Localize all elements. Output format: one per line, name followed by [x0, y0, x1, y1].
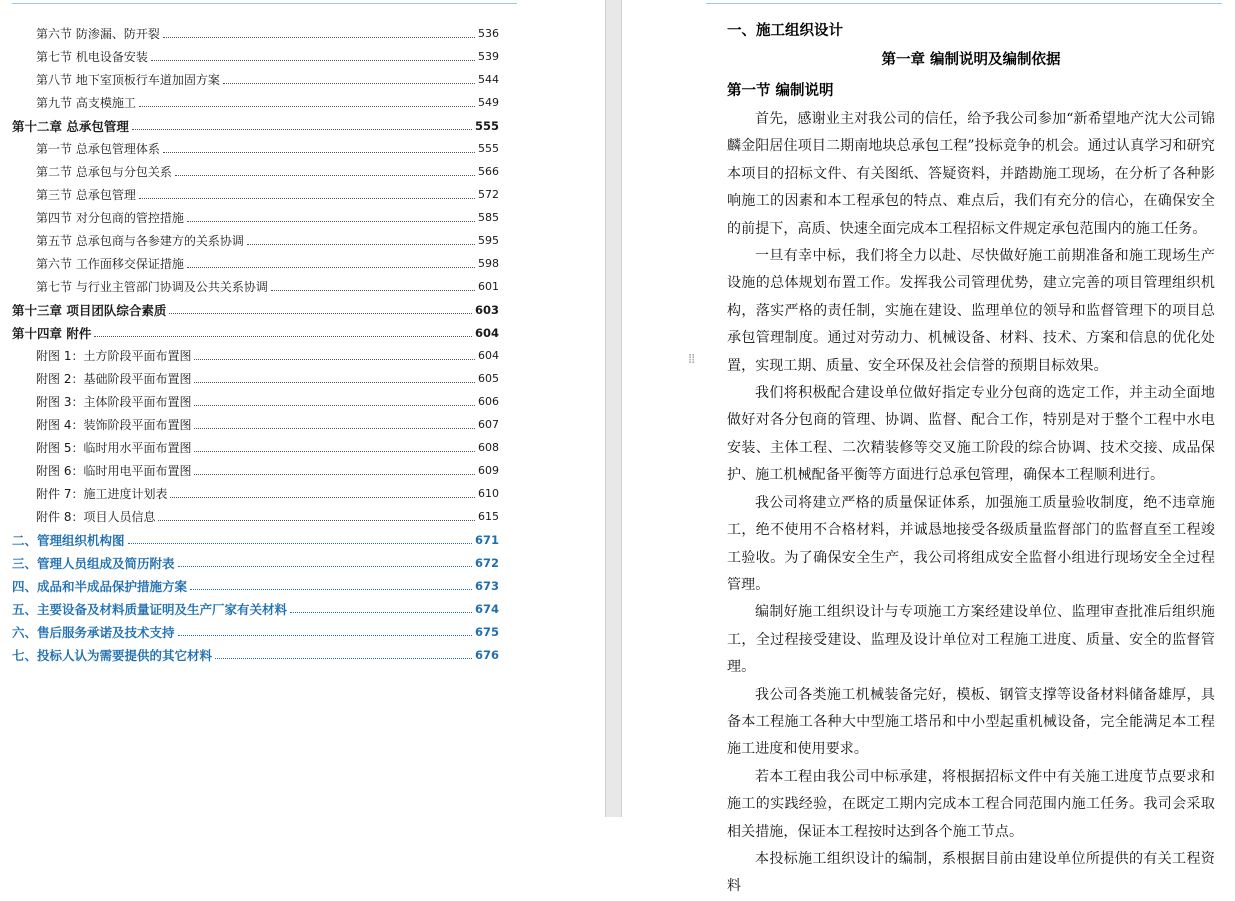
toc-entry-page: 608 [478, 441, 499, 454]
toc-entry[interactable] [12, 252, 499, 275]
toc-entry-page: 604 [474, 325, 499, 340]
page-gutter [605, 0, 622, 817]
toc-entry-page: 598 [478, 257, 499, 270]
toc-entry-page: 536 [478, 27, 499, 40]
toc-leader-dots [94, 335, 472, 337]
toc-leader-dots [187, 266, 475, 268]
toc-entry-page: 675 [474, 624, 499, 639]
toc-entry-title: 第四节 对分包商的管控措施 [36, 211, 184, 225]
toc-entry[interactable] [12, 574, 499, 597]
toc-leader-dots [132, 128, 472, 130]
toc-entry-page: 595 [478, 234, 499, 247]
toc-leader-dots [194, 404, 475, 406]
toc-entry[interactable] [12, 643, 499, 666]
toc-entry-title: 六、售后服务承诺及技术支持 [12, 624, 175, 640]
toc-leader-dots [175, 174, 475, 176]
toc-leader-dots [194, 381, 475, 383]
toc-entry-page: 555 [474, 118, 499, 133]
toc-entry-page: 604 [478, 349, 499, 362]
toc-entry-title: 附图 3：主体阶段平面布置图 [36, 395, 192, 409]
toc-leader-dots [194, 450, 475, 452]
toc-entry-title: 二、管理组织机构图 [12, 532, 125, 548]
toc-entry-title: 第六节 防渗漏、防开裂 [36, 27, 160, 41]
toc-entry[interactable] [12, 321, 499, 344]
toc-leader-dots [139, 197, 475, 199]
toc-entry-title: 第十四章 附件 [12, 325, 92, 341]
paragraph: 我公司各类施工机械装备完好，模板、钢管支撑等设备材料储备雄厚，具备本工程施工各种大中型施工塔吊和中小型起重机械设备，完全能满足本工程施工进度和使用要求。 [727, 686, 1215, 758]
toc-entry-title: 第九节 高支模施工 [36, 96, 136, 110]
toc-entry-page: 607 [478, 418, 499, 431]
toc-entry[interactable] [12, 275, 499, 298]
toc-entry-title: 附图 2：基础阶段平面布置图 [36, 372, 192, 386]
chapter-heading: 第一章 编制说明及编制依据 [881, 51, 1061, 68]
toc-leader-dots [169, 312, 472, 314]
toc-entry-title: 附件 7：施工进度计划表 [36, 487, 168, 501]
toc-entry[interactable] [12, 505, 499, 528]
toc-entry[interactable] [12, 137, 499, 160]
toc-entry-title: 四、成品和半成品保护措施方案 [12, 578, 188, 594]
toc-entry[interactable] [12, 206, 499, 229]
document-body [727, 18, 1215, 901]
toc-entry-title: 附件 8：项目人员信息 [36, 510, 156, 524]
toc-entry-title: 附图 6：临时用电平面布置图 [36, 464, 192, 478]
table-of-contents [12, 22, 499, 666]
toc-entry[interactable] [12, 45, 499, 68]
toc-entry-title: 第八节 地下室顶板行车道加固方案 [36, 73, 220, 87]
toc-entry-title: 附图 1：土方阶段平面布置图 [36, 349, 192, 363]
toc-entry-page: 585 [478, 211, 499, 224]
toc-entry[interactable] [12, 620, 499, 643]
toc-entry-page: 603 [474, 302, 499, 317]
toc-entry-title: 第七节 机电设备安装 [36, 50, 148, 64]
toc-entry[interactable] [12, 114, 499, 137]
toc-entry[interactable] [12, 183, 499, 206]
left-page [0, 0, 605, 817]
toc-entry-title: 第二节 总承包与分包关系 [36, 165, 172, 179]
toc-entry-title: 七、投标人认为需要提供的其它材料 [12, 647, 213, 663]
toc-entry[interactable] [12, 229, 499, 252]
paragraph: 若本工程由我公司中标承建，将根据招标文件中有关施工进度节点要求和施工的实践经验，在既定工期内完成本工程合同范围内施工任务。我司会采取相关措施，保证本工程按时达到各个施工节点。 [727, 768, 1215, 840]
toc-entry[interactable] [12, 344, 499, 367]
toc-entry-page: 544 [478, 73, 499, 86]
toc-entry-page: 566 [478, 165, 499, 178]
toc-entry-page: 676 [474, 647, 499, 662]
toc-leader-dots [290, 611, 472, 613]
toc-leader-dots [223, 82, 475, 84]
toc-entry-title: 第十三章 项目团队综合素质 [12, 302, 167, 318]
paragraph: 一旦有幸中标，我们将全力以赴、尽快做好施工前期准备和施工现场生产设施的总体规划布置工作。发挥我公司管理优势，建立完善的项目管理组织机构，落实严格的责任制，实施在建设、监理单位的领导和监督管理下的项目总承包管理制度。通过对劳动力、机械设备、材料、技术、方案和信息的优化处置，实现工期、质量、安全环保及社会信誉的预期目标效果。 [727, 248, 1215, 374]
subsection-heading: 第一节 编制说明 [727, 82, 834, 99]
toc-leader-dots [271, 289, 475, 291]
toc-entry-page: 672 [474, 555, 499, 570]
toc-entry[interactable] [12, 436, 499, 459]
toc-entry[interactable] [12, 160, 499, 183]
toc-leader-dots [187, 220, 475, 222]
toc-entry-title: 三、管理人员组成及简历附表 [12, 555, 175, 571]
toc-entry[interactable] [12, 551, 499, 574]
toc-entry-page: 572 [478, 188, 499, 201]
toc-entry-title: 第五节 总承包商与各参建方的关系协调 [36, 234, 244, 248]
toc-leader-dots [194, 427, 475, 429]
toc-entry-page: 601 [478, 280, 499, 293]
toc-entry-title: 第七节 与行业主管部门协调及公共关系协调 [36, 280, 268, 294]
toc-entry-title: 第十二章 总承包管理 [12, 118, 129, 134]
toc-leader-dots [190, 588, 472, 590]
header-rule [12, 3, 517, 4]
toc-entry[interactable] [12, 390, 499, 413]
toc-leader-dots [151, 59, 475, 61]
toc-entry[interactable] [12, 459, 499, 482]
toc-leader-dots [215, 657, 472, 659]
toc-leader-dots [128, 542, 472, 544]
toc-entry-page: 673 [474, 578, 499, 593]
toc-entry-page: 615 [478, 510, 499, 523]
toc-entry[interactable] [12, 482, 499, 505]
toc-entry-page: 605 [478, 372, 499, 385]
toc-entry-title: 第一节 总承包管理体系 [36, 142, 160, 156]
toc-entry-page: 671 [474, 532, 499, 547]
toc-leader-dots [194, 358, 475, 360]
paragraph: 本投标施工组织设计的编制，系根据目前由建设单位所提供的有关工程资料 [727, 850, 1215, 895]
paragraph: 编制好施工组织设计与专项施工方案经建设单位、监理审查批准后组织施工，全过程接受建设、监理及设计单位对工程施工进度、质量、安全的监督管理。 [727, 604, 1215, 676]
toc-entry[interactable] [12, 597, 499, 620]
paragraph: 首先，感谢业主对我公司的信任，给予我公司参加“新希望地产沈大公司锦麟金阳居住项目二期南地块总承包工程”投标竞争的机会。通过认真学习和研究本项目的招标文件、有关图纸、答疑资料，并踏勘施工现场，在分析了各种影响施工的因素和本工程承包的特点、难点后，我们有充分的信心，在确保安全的前提下，高质、快速全面完成本工程招标文件规定承包范围内的施工任务。 [727, 111, 1215, 237]
toc-entry-page: 609 [478, 464, 499, 477]
toc-leader-dots [158, 519, 475, 521]
toc-entry[interactable] [12, 298, 499, 321]
toc-entry-page: 610 [478, 487, 499, 500]
drag-handle-icon[interactable]: ⁞⁞ [688, 352, 695, 367]
header-rule [706, 3, 1222, 4]
toc-entry[interactable] [12, 22, 499, 45]
toc-leader-dots [178, 565, 472, 567]
toc-entry-page: 606 [478, 395, 499, 408]
toc-entry-page: 674 [474, 601, 499, 616]
toc-entry-title: 五、主要设备及材料质量证明及生产厂家有关材料 [12, 601, 288, 617]
toc-entry[interactable] [12, 68, 499, 91]
toc-entry-title: 第三节 总承包管理 [36, 188, 136, 202]
toc-entry-page: 539 [478, 50, 499, 63]
toc-entry[interactable] [12, 413, 499, 436]
toc-leader-dots [139, 105, 475, 107]
toc-entry-page: 555 [478, 142, 499, 155]
paragraph: 我公司将建立严格的质量保证体系，加强施工质量验收制度，绝不违章施工，绝不使用不合格材料，并诚恳地接受各级质量监督部门的监督直至工程竣工验收。为了确保安全生产，我公司将组成安全监督小组进行现场安全全过程管理。 [727, 494, 1215, 593]
toc-entry[interactable] [12, 91, 499, 114]
section-heading: 一、施工组织设计 [727, 22, 843, 39]
toc-entry-page: 549 [478, 96, 499, 109]
toc-entry[interactable] [12, 367, 499, 390]
toc-entry-title: 附图 5：临时用水平面布置图 [36, 441, 192, 455]
toc-leader-dots [170, 496, 475, 498]
paragraph: 我们将积极配合建设单位做好指定专业分包商的选定工作，并主动全面地做好对各分包商的管理、协调、监督、配合工作，特别是对于整个工程中水电安装、主体工程、二次精装修等交叉施工阶段的综合协调、技术交接、成品保护、施工机械配备平衡等方面进行总承包管理，确保本工程顺利进行。 [727, 385, 1215, 484]
toc-leader-dots [163, 151, 475, 153]
toc-leader-dots [247, 243, 475, 245]
toc-leader-dots [178, 634, 472, 636]
right-page [622, 0, 1235, 895]
toc-leader-dots [163, 36, 475, 38]
toc-leader-dots [194, 473, 475, 475]
toc-entry[interactable] [12, 528, 499, 551]
toc-entry-title: 第六节 工作面移交保证措施 [36, 257, 184, 271]
toc-entry-title: 附图 4：装饰阶段平面布置图 [36, 418, 192, 432]
